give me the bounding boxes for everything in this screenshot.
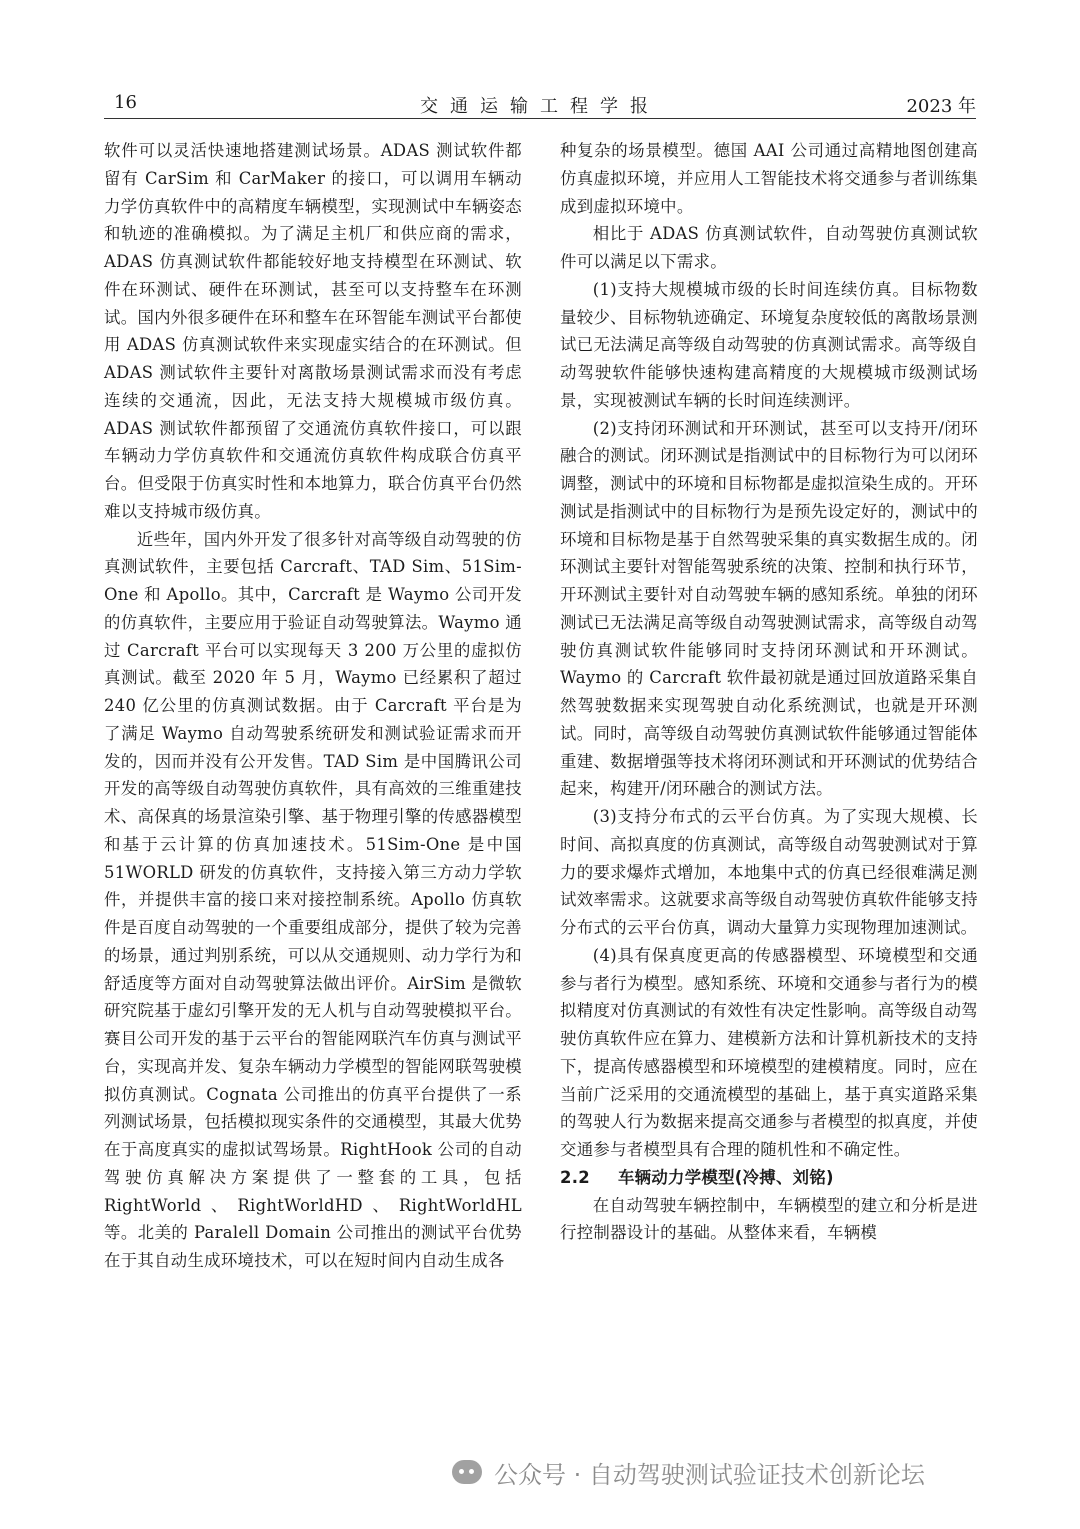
page-number: 16 [114, 92, 137, 113]
watermark [452, 1452, 925, 1492]
paragraph: (3)支持分布式的云平台仿真。为了实现大规模、长时间、高拟真度的仿真测试，高等级自动驾驶测试对于算力的要求爆炸式增加，本地集中式的仿真已经很难满足测试效率需求。这就要求高等级自动驾驶仿真软件能够支持分布式的云平台仿真，调动大量算力实现物理加速测试。 [560, 807, 978, 937]
watermark-text: 公众号 · 自动驾驶测试验证技术创新论坛 [494, 1460, 925, 1489]
paragraph: (1)支持大规模城市级的长时间连续仿真。目标物数量较少、目标物轨迹确定、环境复杂度较低的离散场景测试已无法满足高等级自动驾驶的仿真测试需求。高等级自动驾驶软件能够快速构建高精度的大规模城市级测试场景，实现被测试车辆的长时间连续测评。 [560, 279, 978, 410]
paragraph: (2)支持闭环测试和开环测试，甚至可以支持开/闭环融合的测试。闭环测试是指测试中的目标物行为可以闭环调整，测试中的环境和目标物都是虚拟渲染生成的。开环测试是指测试中的目标物行为是预先设定好的，测试中的环境和目标物是基于自然驾驶采集的真实数据生成的。闭环测试主要针对智能驾驶系统的决策、控制和执行环节，开环测试主要针对自动驾驶车辆的感知系统。单独的闭环测试已无法满足高等级自动驾驶测试需求，高等级自动驾驶仿真测试软件能够同时支持闭环测试和开环测试。Waymo 的 Carcraft 软件最初就是通过回放道路采集自然驾驶数据来实现驾驶自动化系统测试，也就是开环测试。同时，高等级自动驾驶仿真测试软件能够通过智能体重建、数据增强等技术将闭环测试和开环测试的优势结合起来，构建开/闭环融合的测试方法。 [560, 418, 978, 799]
paragraph: 在自动驾驶车辆控制中，车辆模型的建立和分析是进行控制器设计的基础。从整体来看，车辆模 [560, 1195, 978, 1243]
publication-year: 2023 年 [906, 96, 976, 117]
paragraph: 近些年，国内外开发了很多针对高等级自动驾驶的仿真测试软件，主要包括 Carcraft、TAD Sim、51Sim-One 和 Apollo。其中，Carcraft 是 Waymo 公司开发的仿真软件，主要应用于验证自动驾驶算法。Waymo 通过 Carcraft 平台可以实现每天 3 200 万公里的虚拟仿真测试。截至 2020 年 5 月，Waymo 已经累积了超过 240 亿公里的仿真测试数据。由于 Carcraft 平台是为了满足 Waymo 自动驾驶系统研发和测试验证需求而开发的，因而并没有公开发售。TAD Sim 是中国腾讯公司开发的高等级自动驾驶仿真软件，具有高效的三维重建技术、高保真的场景渲染引擎、基于物理引擎的传感器模型和基于云计算的仿真加速技术。51Sim-One 是中国 51WORLD 研发的仿真软件，支持接入第三方动力学软件，并提供丰富的接口来对接控制系统。Apollo 仿真软件是百度自动驾驶的一个重要组成部分，提供了较为完善的场景，通过判别系统，可以从交通规则、动力学行为和舒适度等方面对自动驾驶算法做出评价。AirSim 是微软研究院基于虚幻引擎开发的无人机与自动驾驶模拟平台。赛目公司开发的基于云平台的智能网联汽车仿真与测试平台，实现高并发、复杂车辆动力学模型的智能网联驾驶模拟仿真测试。Cognata 公司推出的仿真平台提供了一系列测试场景，包括模拟现实条件的交通模型，其最大优势在于高度真实的虚拟试驾场景。RightHook 公司的自动驾驶仿真解决方案提供了一整套的工具，包括 RightWorld、RightWorldHD、RightWorldHL 等。北美的 Paralell Domain 公司推出的测试平台优势在于其自动生成环境技术，可以在短时间内自动生成各 [104, 529, 522, 1270]
paragraph: (4)具有保真度更高的传感器模型、环境模型和交通参与者行为模型。感知系统、环境和交通参与者行为的模拟精度对仿真测试的有效性有决定性影响。高等级自动驾驶仿真软件应在算力、建模新方法和计算机新技术的支持下，提高传感器模型和环境模型的建模精度。同时，应在当前广泛采用的交通流模型的基础上，基于真实道路采集的驾驶人行为数据来提高交通参与者模型的拟真度，并使交通参与者模型具有合理的随机性和不确定性。 [560, 945, 978, 1159]
right-column [560, 137, 978, 1247]
running-header [104, 92, 976, 119]
paragraph: 软件可以灵活快速地搭建测试场景。ADAS 测试软件都留有 CarSim 和 CarMaker 的接口，可以调用车辆动力学仿真软件中的高精度车辆模型，实现测试中车辆姿态和轨迹的准确模拟。为了满足主机厂和供应商的需求，ADAS 仿真测试软件都能较好地支持模型在环测试、软件在环测试、硬件在环测试，甚至可以支持整车在环测试。国内外很多硬件在环和整车在环智能车测试平台都使用 ADAS 仿真测试软件来实现虚实结合的在环测试。但 ADAS 测试软件主要针对离散场景测试需求而没有考虑连续的交通流，因此，无法支持大规模城市级仿真。ADAS 测试软件都预留了交通流仿真软件接口，可以跟车辆动力学仿真软件和交通流仿真软件构成联合仿真平台。但受限于仿真实时性和本地算力，联合仿真平台仍然难以支持城市级仿真。 [104, 141, 522, 521]
journal-title: 交通运输工程学报 [420, 96, 660, 117]
section-number: 2.2 [560, 1167, 590, 1187]
section-heading [560, 1164, 978, 1192]
left-column [104, 137, 522, 1275]
wechat-icon [452, 1460, 482, 1484]
paragraph: 种复杂的场景模型。德国 AAI 公司通过高精地图创建高仿真虚拟环境，并应用人工智能技术将交通参与者训练集成到虚拟环境中。 [560, 141, 978, 216]
paragraph: 相比于 ADAS 仿真测试软件，自动驾驶仿真测试软件可以满足以下需求。 [560, 224, 978, 271]
section-title: 车辆动力学模型(冷搏、刘铭) [617, 1167, 834, 1187]
